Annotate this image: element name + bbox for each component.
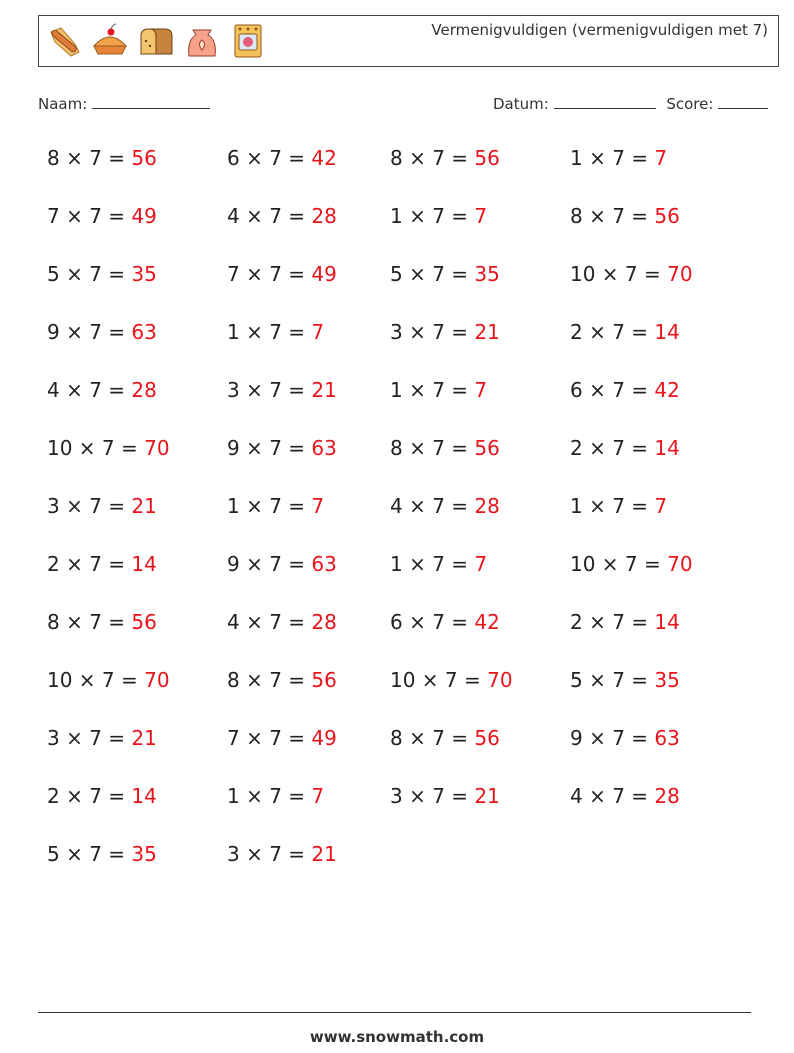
problem-item [390,146,500,170]
problem-answer: 70 [487,668,513,692]
flour-sack-icon [183,22,221,60]
problem-question: 8 × 7 = [570,204,655,228]
problem-answer: 21 [474,320,500,344]
problem-item [390,726,500,750]
problem-question: 4 × 7 = [227,204,312,228]
problem-question: 1 × 7 = [227,784,312,808]
problem-item [570,610,680,634]
problem-question: 5 × 7 = [47,842,132,866]
problem-row [47,552,767,610]
problem-item [227,552,337,576]
problem-answer: 7 [474,552,488,576]
problem-question: 9 × 7 = [47,320,132,344]
problem-item [47,146,157,170]
date-score-field [493,94,768,113]
problem-question: 3 × 7 = [47,726,132,750]
problem-answer: 28 [131,378,157,402]
problem-question: 4 × 7 = [47,378,132,402]
problem-answer: 63 [311,436,337,460]
problem-question: 3 × 7 = [227,842,312,866]
footer-url: www.snowmath.com [309,1028,485,1046]
problem-answer: 7 [311,320,325,344]
problem-row [47,378,767,436]
problem-item [227,668,337,692]
problem-answer: 21 [474,784,500,808]
problem-answer: 42 [654,378,680,402]
problem-answer: 49 [311,726,337,750]
problem-answer: 35 [131,842,157,866]
problem-question: 10 × 7 = [47,436,145,460]
problem-question: 8 × 7 = [390,436,475,460]
problem-answer: 56 [654,204,680,228]
problem-answer: 21 [131,726,157,750]
problem-item [227,146,337,170]
problem-item [570,784,680,808]
problem-item [570,146,667,170]
problem-item [47,262,157,286]
problem-grid [47,146,767,900]
problem-answer: 56 [131,610,157,634]
problem-question: 3 × 7 = [47,494,132,518]
problem-question: 9 × 7 = [227,436,312,460]
problem-question: 8 × 7 = [390,146,475,170]
problem-answer: 56 [474,146,500,170]
problem-answer: 7 [311,494,325,518]
problem-question: 5 × 7 = [47,262,132,286]
date-line [554,94,656,109]
problem-answer: 14 [654,436,680,460]
problem-item [47,552,157,576]
problem-question: 9 × 7 = [227,552,312,576]
problem-answer: 35 [654,668,680,692]
problem-question: 5 × 7 = [390,262,475,286]
problem-item [390,436,500,460]
problem-item [390,262,500,286]
problem-answer: 49 [311,262,337,286]
header-icons [45,22,267,60]
problem-row [47,494,767,552]
problem-item [390,378,487,402]
problem-answer: 70 [144,668,170,692]
cherry-pie-icon [91,22,129,60]
problem-item [570,726,680,750]
problem-question: 1 × 7 = [227,320,312,344]
date-label: Datum: [493,95,549,113]
problem-item [47,668,170,692]
problem-answer: 21 [131,494,157,518]
problem-item [47,842,157,866]
problem-answer: 56 [311,668,337,692]
problem-question: 2 × 7 = [47,784,132,808]
problem-item [227,436,337,460]
name-line [92,94,210,109]
problem-item [47,378,157,402]
problem-answer: 7 [654,494,668,518]
problem-item [227,842,337,866]
problem-question: 2 × 7 = [570,610,655,634]
problem-row [47,436,767,494]
problem-answer: 42 [474,610,500,634]
problem-item [570,320,680,344]
problem-item [570,494,667,518]
problem-answer: 63 [131,320,157,344]
problem-answer: 14 [654,610,680,634]
problem-question: 8 × 7 = [390,726,475,750]
problem-answer: 63 [654,726,680,750]
name-label: Naam: [38,95,88,113]
problem-question: 10 × 7 = [570,262,668,286]
problem-row [47,204,767,262]
problem-answer: 7 [654,146,668,170]
problem-question: 8 × 7 = [47,610,132,634]
problem-question: 1 × 7 = [570,146,655,170]
problem-question: 3 × 7 = [390,320,475,344]
problem-question: 6 × 7 = [570,378,655,402]
problem-row [47,668,767,726]
problem-question: 1 × 7 = [570,494,655,518]
score-line [718,94,768,109]
problem-item [390,320,500,344]
problem-item [227,784,324,808]
problem-row [47,784,767,842]
problem-answer: 7 [474,204,488,228]
problem-question: 10 × 7 = [390,668,488,692]
problem-question: 10 × 7 = [47,668,145,692]
problem-question: 1 × 7 = [390,378,475,402]
problem-row [47,262,767,320]
problem-item [570,262,693,286]
name-field [38,94,210,113]
problem-row [47,610,767,668]
problem-item [47,320,157,344]
problem-row [47,842,767,900]
problem-question: 4 × 7 = [570,784,655,808]
problem-item [227,262,337,286]
problem-item [227,378,337,402]
problem-item [390,784,500,808]
problem-item [570,378,680,402]
problem-item [390,552,487,576]
problem-question: 7 × 7 = [227,726,312,750]
problem-question: 7 × 7 = [227,262,312,286]
problem-question: 2 × 7 = [47,552,132,576]
problem-item [47,784,157,808]
problem-item [227,320,324,344]
problem-question: 6 × 7 = [227,146,312,170]
problem-question: 9 × 7 = [570,726,655,750]
problem-question: 4 × 7 = [227,610,312,634]
problem-answer: 7 [474,378,488,402]
problem-answer: 28 [311,204,337,228]
problem-question: 3 × 7 = [390,784,475,808]
score-label: Score: [666,95,714,113]
problem-answer: 21 [311,842,337,866]
problem-item [390,668,513,692]
problem-question: 8 × 7 = [47,146,132,170]
problem-answer: 70 [667,262,693,286]
worksheet-title: Vermenigvuldigen (vermenigvuldigen met 7) [431,21,768,39]
problem-item [47,436,170,460]
problem-item [47,494,157,518]
problem-answer: 56 [131,146,157,170]
problem-question: 6 × 7 = [390,610,475,634]
problem-item [227,610,337,634]
problem-answer: 35 [131,262,157,286]
problem-question: 2 × 7 = [570,320,655,344]
problem-question: 8 × 7 = [227,668,312,692]
problem-question: 2 × 7 = [570,436,655,460]
problem-row [47,726,767,784]
problem-answer: 28 [311,610,337,634]
problem-row [47,320,767,378]
problem-item [390,610,500,634]
problem-answer: 70 [667,552,693,576]
problem-answer: 28 [654,784,680,808]
problem-answer: 14 [131,552,157,576]
worksheet-header [38,15,779,67]
problem-question: 1 × 7 = [227,494,312,518]
problem-item [570,552,693,576]
problem-row [47,146,767,204]
footer-divider [38,1012,751,1013]
problem-question: 4 × 7 = [390,494,475,518]
problem-answer: 56 [474,726,500,750]
problem-answer: 28 [474,494,500,518]
problem-item [47,726,157,750]
problem-answer: 70 [144,436,170,460]
oven-icon [229,22,267,60]
problem-item [227,204,337,228]
problem-answer: 42 [311,146,337,170]
bread-loaf-icon [137,22,175,60]
problem-question: 1 × 7 = [390,204,475,228]
problem-answer: 49 [131,204,157,228]
rolling-pin-icon [45,22,83,60]
problem-answer: 56 [474,436,500,460]
problem-answer: 14 [654,320,680,344]
problem-item [47,204,157,228]
problem-item [227,726,337,750]
problem-item [227,494,324,518]
problem-item [390,204,487,228]
problem-answer: 14 [131,784,157,808]
problem-answer: 63 [311,552,337,576]
problem-item [570,204,680,228]
problem-answer: 35 [474,262,500,286]
problem-item [570,436,680,460]
problem-question: 3 × 7 = [227,378,312,402]
problem-answer: 7 [311,784,325,808]
problem-item [47,610,157,634]
problem-question: 10 × 7 = [570,552,668,576]
problem-question: 7 × 7 = [47,204,132,228]
problem-question: 1 × 7 = [390,552,475,576]
problem-item [570,668,680,692]
problem-question: 5 × 7 = [570,668,655,692]
problem-item [390,494,500,518]
problem-answer: 21 [311,378,337,402]
